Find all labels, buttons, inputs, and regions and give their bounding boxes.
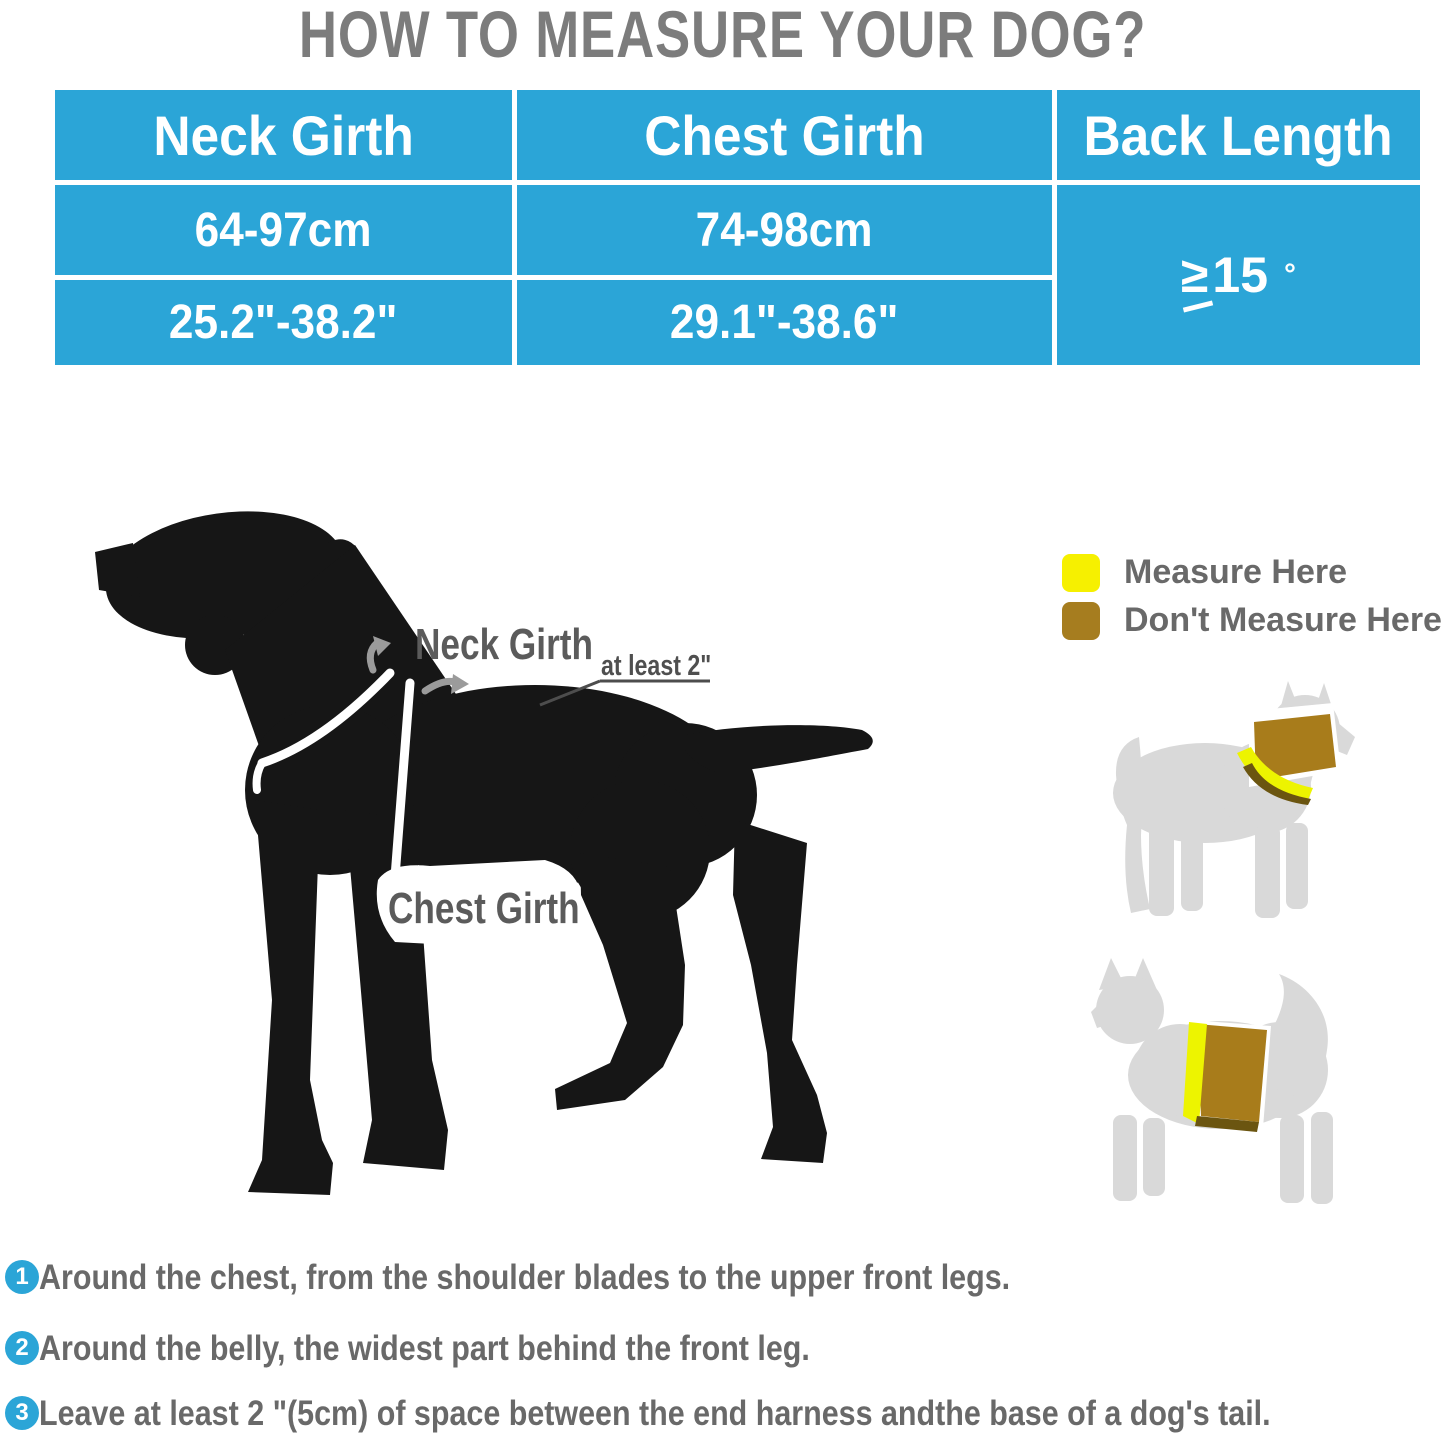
neck-girth-cm-value: 64-97cm	[195, 203, 372, 257]
dont-measure-here-label: Don't Measure Here	[1124, 601, 1442, 639]
instruction-1-text: Around the chest, from the shoulder blades to the upper front legs.	[39, 1258, 1011, 1297]
chest-girth-cm-cell	[517, 185, 1052, 275]
number-3-badge: 3	[5, 1396, 39, 1430]
measure-here-label: Measure Here	[1124, 553, 1348, 591]
neck-girth-inch-cell	[55, 280, 512, 365]
title-row	[0, 0, 1445, 71]
number-2-badge: 2	[5, 1331, 39, 1365]
instruction-2	[5, 1331, 925, 1367]
legend-measure-here	[1062, 553, 1347, 592]
back-length-value: 15	[1212, 247, 1269, 303]
instruction-1	[5, 1260, 1155, 1296]
measure-here-swatch-icon	[1062, 554, 1100, 592]
col-header-back-length	[1057, 90, 1420, 180]
degree-symbol: °	[1284, 258, 1297, 291]
page-title: HOW TO MEASURE YOUR DOG?	[298, 0, 1147, 71]
col-header-neck-girth	[55, 90, 512, 180]
dog-silhouette	[95, 497, 873, 1195]
instruction-3	[5, 1396, 1445, 1432]
dont-measure-belly-dog-figure	[1085, 950, 1355, 1210]
dog-tail	[685, 725, 873, 773]
dont-measure-here-swatch-icon	[1062, 602, 1100, 640]
greater-equal-icon: ≥	[1180, 246, 1209, 304]
chest-girth-cm-value: 74-98cm	[696, 203, 873, 257]
back-length-cell	[1057, 185, 1420, 365]
dog-measurement-diagram	[85, 495, 955, 1205]
neck-girth-diagram-label: Neck Girth	[415, 620, 594, 669]
col-header-chest-girth-label: Chest Girth	[644, 103, 925, 167]
chest-girth-diagram-label: Chest Girth	[388, 884, 580, 933]
clearance-label: at least 2"	[601, 650, 712, 682]
rear-leg-2	[733, 820, 827, 1163]
chest-girth-inch-value: 29.1"-38.6"	[670, 296, 899, 349]
col-header-back-length-label: Back Length	[1083, 103, 1394, 167]
belly-band	[1197, 1024, 1267, 1122]
neck-girth-inch-value: 25.2"-38.2"	[169, 296, 398, 349]
number-1-badge: 1	[5, 1260, 39, 1294]
size-table	[55, 90, 1420, 365]
neck-girth-cm-cell	[55, 185, 512, 275]
legend-dont-measure-here	[1062, 601, 1442, 640]
instruction-3-text: Leave at least 2 "(5cm) of space between the end harness andthe base of a dog's tail.	[39, 1394, 1271, 1433]
col-header-chest-girth	[517, 90, 1052, 180]
col-header-neck-girth-label: Neck Girth	[153, 103, 414, 167]
chest-girth-inch-cell	[517, 280, 1052, 365]
dont-measure-neck-dog-figure	[1105, 675, 1355, 940]
instruction-2-text: Around the belly, the widest part behind the front leg.	[39, 1329, 810, 1368]
